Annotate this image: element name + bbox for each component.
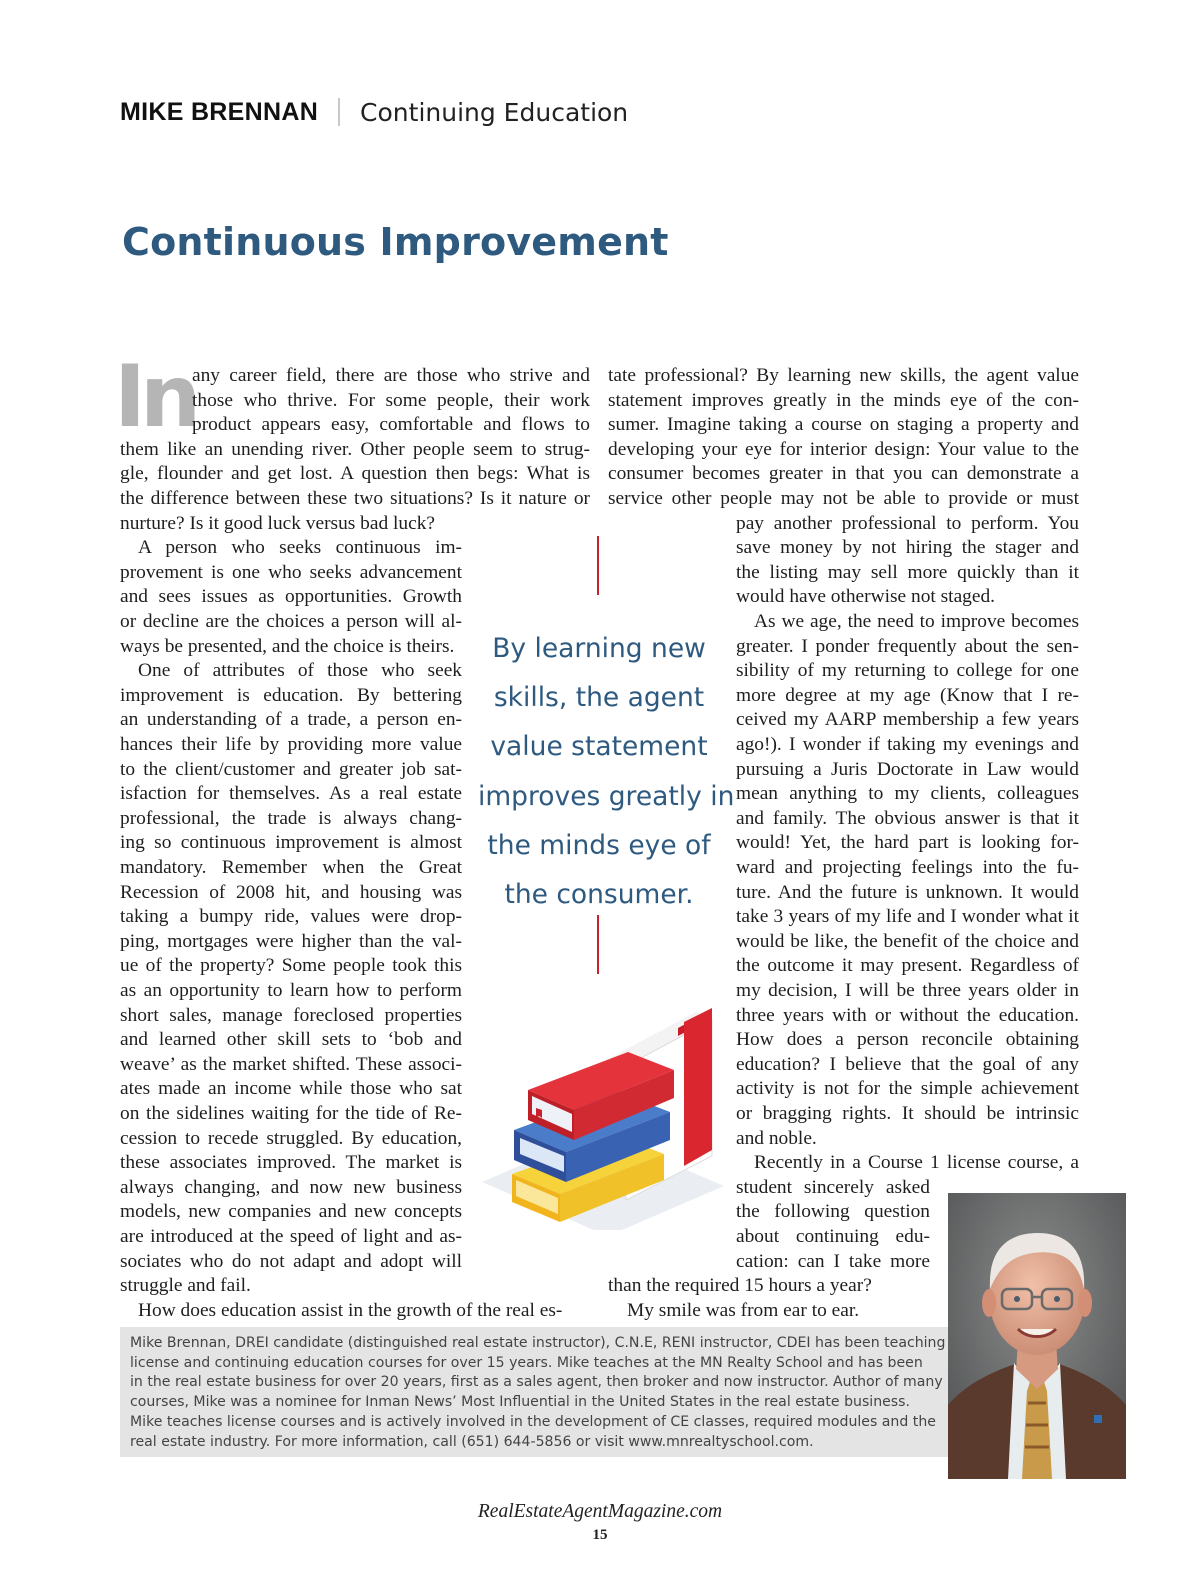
pullquote-bar-bottom (597, 915, 599, 974)
text-line: those who thrive. For some people, their work (192, 389, 590, 411)
text-line: How does education assist in the growth of the real es- (138, 1299, 563, 1321)
text-line: ing so continuous improvement is almost (120, 832, 462, 854)
text-line: consumer becomes greater in that you can demonstrate a (608, 463, 1079, 485)
stacked-books-illustration (478, 1000, 728, 1230)
header-author: MIKE BRENNAN (120, 97, 319, 126)
text-line: isfaction for themselves. As a real estate (120, 783, 462, 805)
text-line: always changing, and now new business (120, 1176, 462, 1198)
text-line: cation: can I take more (736, 1250, 930, 1272)
text-line: A person who seeks continuous im- (138, 537, 462, 559)
text-line: the outcome it may present. Regardless of (736, 955, 1079, 977)
text-line: developing your eye for interior design: Your value to the (608, 438, 1079, 460)
text-line: One of attributes of those who seek (138, 660, 462, 682)
text-line: these associates improved. The market is (120, 1152, 462, 1174)
text-line: would have otherwise not staged. (736, 586, 996, 608)
text-line: save money by not hiring the stager and (736, 537, 1079, 559)
text-line: about continuing edu- (736, 1226, 930, 1247)
text-line: and family. The obvious answer is that it (736, 807, 1079, 829)
text-line: are introduced at the speed of light and as- (120, 1226, 462, 1247)
text-line: Recession of 2008 hit, and housing was (120, 881, 462, 903)
text-line: my decision, I will be three years older in (736, 980, 1079, 1001)
text-line: would be like, the benefit of the choice and (736, 930, 1079, 952)
text-line: ates made an income while those who sat (120, 1078, 462, 1100)
text-line: My smile was from ear to ear. (627, 1299, 860, 1321)
text-line: and sees issues as opportunities. Growth (120, 586, 462, 608)
text-line: models, new companies and new concepts (120, 1201, 462, 1223)
text-line: sumer. Imagine taking a course on staging a property and (608, 414, 1079, 436)
text-line: on the sidelines waiting for the tide of Re- (120, 1103, 462, 1124)
text-line: the following question (736, 1201, 930, 1223)
text-line: ward and projecting feelings into the fu- (736, 857, 1079, 878)
text-line: taking a bumpy ride, values were drop- (120, 906, 462, 928)
text-line: the listing may sell more quickly than it (736, 561, 1079, 583)
text-line: ping, mortgages were higher than the val- (120, 930, 462, 952)
text-line: professional, the trade is always chang- (120, 807, 462, 829)
text-line: take 3 years of my life and I wonder what it (736, 906, 1079, 928)
text-line: Recently in a Course 1 license course, a (754, 1152, 1079, 1174)
pullquote-line: skills, the agent (493, 682, 705, 714)
text-line: mandatory. Remember when the Great (120, 857, 462, 878)
bio-line: Mike teaches license courses and is actively involved in the development of CE classes, required modules and the (130, 1413, 936, 1430)
text-line: and noble. (736, 1127, 817, 1149)
text-line: pay another professional to perform. You (736, 512, 1079, 534)
bio-line: real estate industry. For more information, call (651) 644-5856 or visit www.mnrealtyschool.com. (130, 1433, 814, 1450)
text-line: greater. I ponder frequently about the sen- (736, 635, 1079, 657)
text-line: product appears easy, comfortable and flows to (192, 414, 590, 436)
text-line: statement improves greatly in the minds eye of the con- (608, 389, 1079, 411)
text-line: to the client/customer and greater job sat- (120, 758, 462, 780)
bio-line: in the real estate business for over 20 years, first as a sales agent, then broker and now instructor. Author of many (130, 1374, 943, 1391)
text-line: How does a person reconcile obtaining (736, 1029, 1079, 1051)
bio-line: Mike Brennan, DREI candidate (distinguished real estate instructor), C.N.E, RENI instructor, CDEI has been teaching (130, 1335, 946, 1351)
header-section: Continuing Education (360, 97, 629, 127)
text-line: three years with or without the education. (736, 1004, 1079, 1026)
text-line: activity is not for the simple achievement (736, 1078, 1079, 1100)
text-line: and learned other skill sets to ‘bob and (120, 1029, 462, 1051)
text-line: ways be presented, and the choice is theirs. (120, 635, 455, 657)
text-line: hances their life by providing more value (120, 734, 462, 755)
text-line: improvement is education. By bettering (120, 684, 462, 706)
text-line: mean anything to my clients, colleagues (736, 783, 1079, 805)
text-line: nurture? Is it good luck versus bad luck? (120, 512, 436, 534)
text-line: gle, flounder and get lost. A question then begs: What is (120, 463, 590, 485)
text-line: ture. And the future is unknown. It would (736, 881, 1079, 903)
header-divider (338, 98, 340, 126)
text-line: more degree at my age (Know that I re- (736, 684, 1079, 706)
author-portrait-photo (948, 1193, 1126, 1479)
text-line: As we age, the need to improve becomes (754, 611, 1079, 632)
text-line: student sincerely asked (736, 1176, 930, 1198)
text-line: any career field, there are those who strive and (192, 365, 590, 386)
text-line: provement is one who seeks advancement (120, 561, 462, 583)
text-line: the difference between these two situations? Is it nature or (120, 488, 590, 509)
pullquote-bar-top (597, 536, 599, 595)
text-line: education? I believe that the goal of any (736, 1053, 1079, 1075)
text-line: than the required 15 hours a year? (608, 1275, 872, 1297)
pullquote-line: improves greatly in (478, 780, 735, 812)
text-line: them like an unending river. Other people seem to strug- (120, 438, 590, 460)
pullquote-line: value statement (490, 731, 708, 763)
text-line: short sales, manage foreclosed properties (120, 1004, 462, 1026)
author-bio (130, 1334, 946, 1452)
running-header (120, 94, 628, 130)
bio-line: courses, Mike was a nominee for Inman News’ Most Influential in the United States in the real estate business. (130, 1394, 910, 1411)
page-number: 15 (592, 1527, 608, 1543)
text-line: pursuing a Juris Doctorate in Law would (736, 758, 1079, 780)
pullquote-line: By learning new (492, 633, 706, 664)
text-line: an understanding of a trade, a person en- (120, 709, 462, 731)
text-line: ue of the property? Some people took this (120, 955, 462, 977)
pullquote (478, 624, 735, 919)
text-line: tate professional? By learning new skills, the agent value (608, 365, 1079, 386)
pullquote-line: the consumer. (504, 879, 694, 911)
text-line: sociates who do not adapt and adopt will (120, 1250, 462, 1272)
footer-website: RealEstateAgentMagazine.com (477, 1501, 723, 1522)
pullquote-line: the minds eye of (487, 829, 711, 861)
bio-line: license and continuing education courses for over 15 years. Mike teaches at the MN Realty School and has been (130, 1354, 923, 1371)
text-line: or bragging rights. It should be intrinsic (736, 1103, 1079, 1124)
text-line: ceived my AARP membership a few years (736, 709, 1079, 731)
text-line: service other people may not be able to provide or must (608, 488, 1079, 509)
text-line: weave’ as the market shifted. These associ- (120, 1053, 462, 1075)
article-title: Continuous Improvement (122, 220, 669, 264)
text-line: cession to recede struggled. By education, (120, 1127, 462, 1149)
text-line: struggle and fail. (120, 1275, 251, 1297)
text-line: would! Yet, the hard part is looking for- (736, 832, 1079, 854)
text-line: sibility of my returning to college for one (736, 660, 1079, 682)
text-line: as an opportunity to learn how to perform (120, 980, 462, 1001)
drop-cap: In (114, 347, 196, 447)
text-line: ago!). I wonder if taking my evenings and (736, 734, 1079, 755)
text-line: or decline are the choices a person will al- (120, 611, 462, 632)
